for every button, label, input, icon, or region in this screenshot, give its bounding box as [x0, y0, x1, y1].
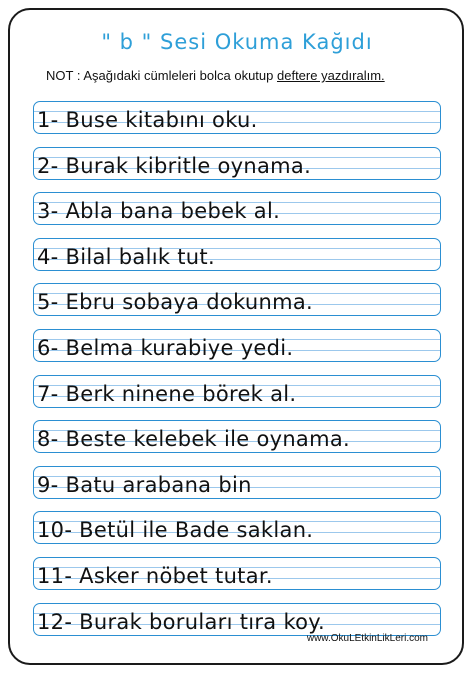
writing-line	[33, 147, 441, 180]
note-prefix: NOT : Aşağıdaki cümleleri bolca okutup	[46, 68, 277, 83]
sentence-text: 7- Berk ninene börek al.	[37, 381, 297, 406]
writing-line	[33, 511, 441, 544]
sentence-text: 8- Beste kelebek ile oynama.	[37, 427, 351, 452]
writing-line	[33, 192, 441, 225]
writing-line	[33, 375, 441, 408]
sentence-text: 6- Belma kurabiye yedi.	[37, 335, 294, 360]
sentence-text: 2- Burak kibritle oynama.	[37, 153, 312, 178]
sentence-text: 11- Asker nöbet tutar.	[37, 563, 273, 588]
sentence-text: 12- Burak boruları tıra koy.	[37, 609, 326, 634]
worksheet-title: " b " Sesi Okuma Kağıdı	[101, 30, 373, 54]
writing-line	[33, 603, 441, 636]
sentence-text: 9- Batu arabana bin	[37, 472, 252, 497]
sentence-text: 10- Betül ile Bade saklan.	[37, 518, 314, 543]
sentence-lines	[33, 101, 441, 648]
sentence-text: 3- Abla bana bebek al.	[37, 199, 281, 224]
writing-line	[33, 101, 441, 134]
writing-line	[33, 466, 441, 499]
writing-line	[33, 557, 441, 590]
writing-line	[33, 283, 441, 316]
sentence-text: 4- Bilal balık tut.	[37, 244, 215, 269]
writing-line	[33, 329, 441, 362]
writing-line	[33, 420, 441, 453]
instruction-note	[46, 68, 385, 83]
writing-line	[33, 238, 441, 271]
sentence-text: 5- Ebru sobaya dokunma.	[37, 290, 314, 315]
website-footer: www.OkuLEtkinLikLeri.com	[306, 633, 428, 644]
note-underlined: deftere yazdıralım.	[277, 68, 385, 83]
sentence-text: 1- Buse kitabını oku.	[37, 108, 258, 132]
